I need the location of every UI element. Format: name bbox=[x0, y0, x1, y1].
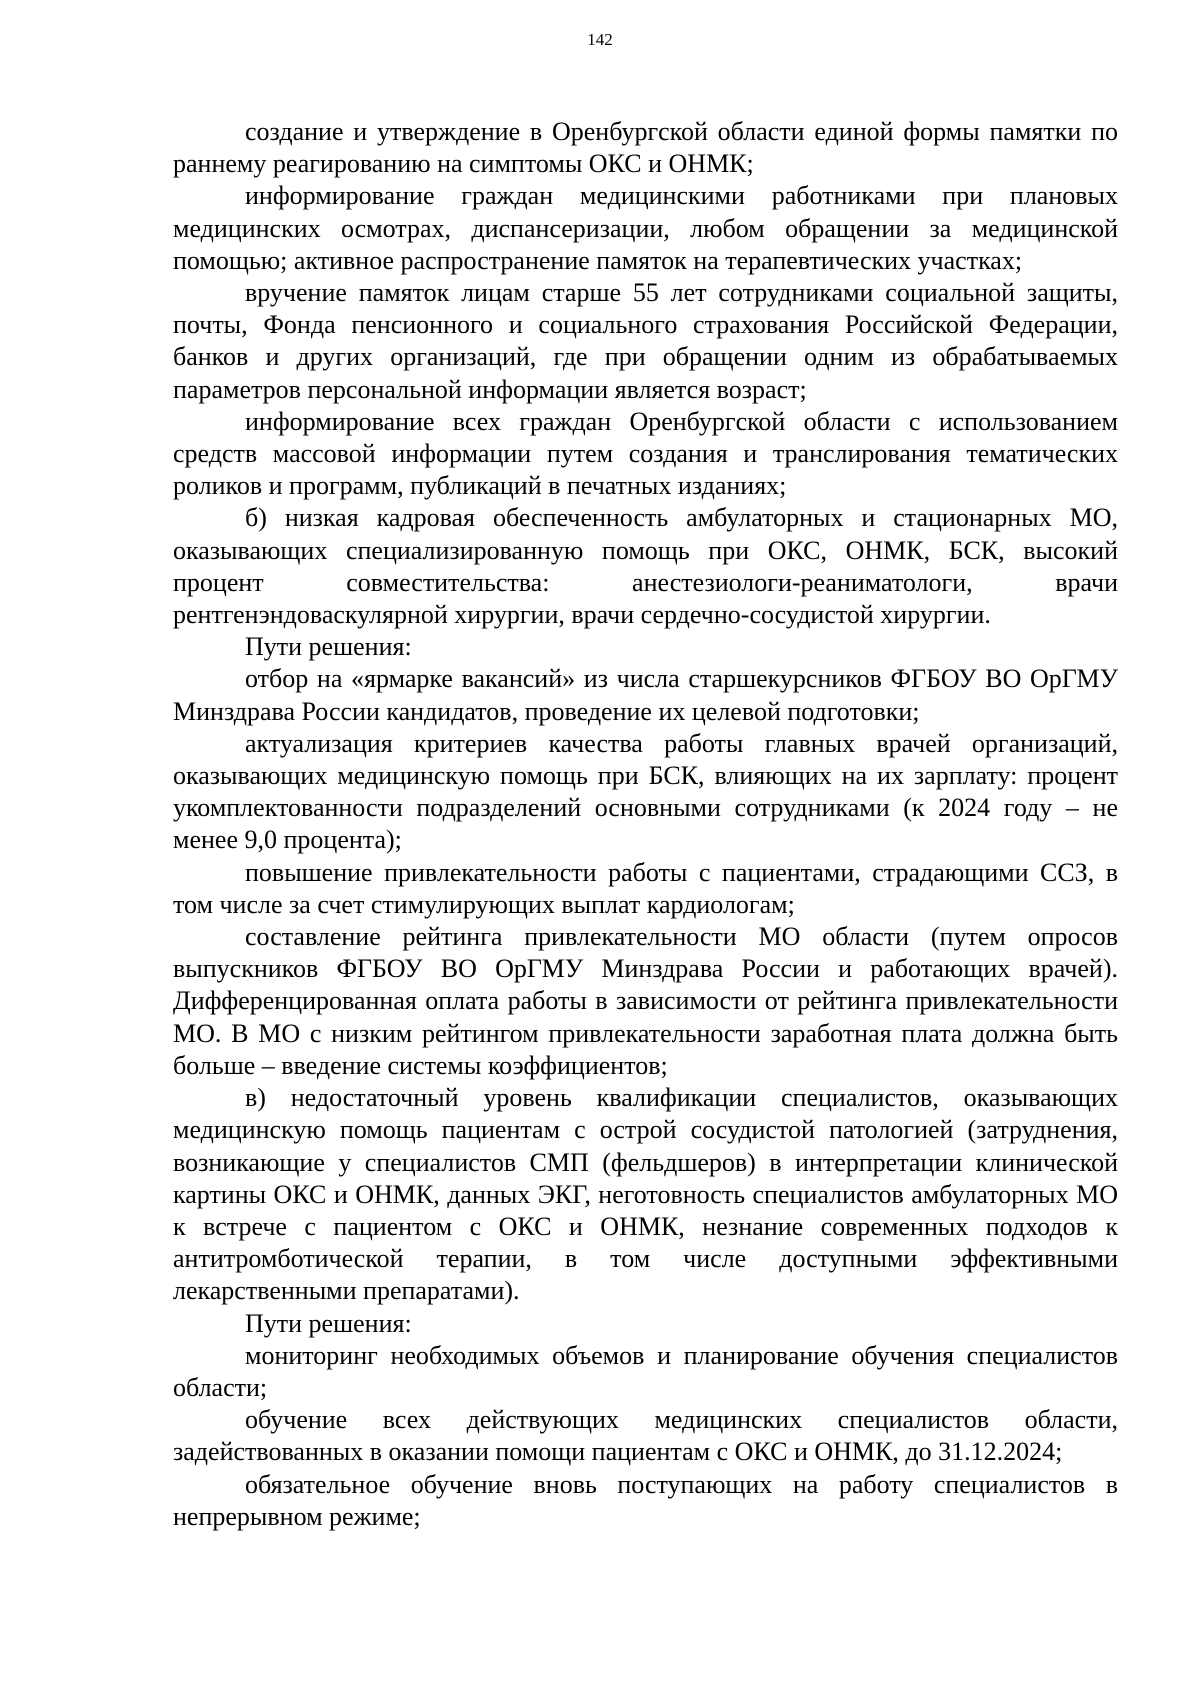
paragraph-memo-form: создание и утверждение в Оренбургской области единой формы памятки по раннему реагированию на симптомы ОКС и ОНМК; bbox=[173, 117, 1118, 179]
paragraph-solutions-heading-1: Пути решения: bbox=[245, 632, 412, 662]
paragraph-training-new: обязательное обучение вновь поступающих на работу специалистов в непрерывном режиме; bbox=[173, 1469, 1118, 1531]
document-body bbox=[173, 116, 1118, 1533]
paragraph-rating: составление рейтинга привлекательности МО области (путем опросов выпускников ФГБОУ ВО ОрГМУ Минздрава России и работающих врачей). Дифференцированная оплата работы в зависимости от рейтинга привлекательности МО. В МО с низким рейтингом привлекательности заработная плата должна быть больше – введение системы коэффициентов; bbox=[173, 922, 1118, 1080]
paragraph-staffing-problem: б) низкая кадровая обеспеченность амбулаторных и стационарных МО, оказывающих специализированную помощь при ОКС, ОНМК, БСК, высокий процент совместительства: анестезиологи-реаниматологи, врачи рентгенэндоваскулярной хирургии, врачи сердечно-сосудистой хирургии. bbox=[173, 503, 1118, 630]
paragraph-quality-criteria: актуализация критериев качества работы главных врачей организаций, оказывающих медицинскую помощь при БСК, влияющих на их зарплату: процент укомплектованности подразделений основными сотрудниками (к 2024 году – не менее 9,0 процента); bbox=[173, 728, 1118, 855]
paragraph-monitoring: мониторинг необходимых объемов и планирование обучения специалистов области; bbox=[173, 1340, 1118, 1402]
paragraph-solutions-heading-2: Пути решения: bbox=[245, 1308, 412, 1338]
paragraph-training-all: обучение всех действующих медицинских специалистов области, задействованных в оказании помощи пациентам с ОКС и ОНМК, до 31.12.2024; bbox=[173, 1405, 1118, 1467]
paragraph-vacancy-fair: отбор на «ярмарке вакансий» из числа старшекурсников ФГБОУ ВО ОрГМУ Минздрава России кандидатов, проведение их целевой подготовки; bbox=[173, 664, 1118, 726]
paragraph-mass-media: информирование всех граждан Оренбургской области с использованием средств массовой информации путем создания и транслирования тематических роликов и программ, публикаций в печатных изданиях; bbox=[173, 406, 1118, 501]
paragraph-memo-distribution: вручение памяток лицам старше 55 лет сотрудниками социальной защиты, почты, Фонда пенсионного и социального страхования Российской Федерации, банков и других организаций, где при обращении одним из обрабатываемых параметров персональной информации является возраст; bbox=[173, 278, 1118, 404]
paragraph-qualification-problem: в) недостаточный уровень квалификации специалистов, оказывающих медицинскую помощь пациентам с острой сосудистой патологией (затруднения, возникающие у специалистов СМП (фельдшеров) в интерпретации клинической картины ОКС и ОНМК, данных ЭКГ, неготовность специалистов амбулаторных МО к встрече с пациентом с ОКС и ОНМК, незнание современных подходов к антитромботической терапии, в том числе доступными эффективными лекарственными препаратами). bbox=[173, 1083, 1118, 1306]
paragraph-informing-citizens: информирование граждан медицинскими работниками при плановых медицинских осмотрах, диспансеризации, любом обращении за медицинской помощью; активное распространение памяток на терапевтических участках; bbox=[173, 181, 1118, 275]
paragraph-attractiveness: повышение привлекательности работы с пациентами, страдающими ССЗ, в том числе за счет стимулирующих выплат кардиологам; bbox=[173, 857, 1118, 919]
page-number: 142 bbox=[587, 30, 613, 49]
